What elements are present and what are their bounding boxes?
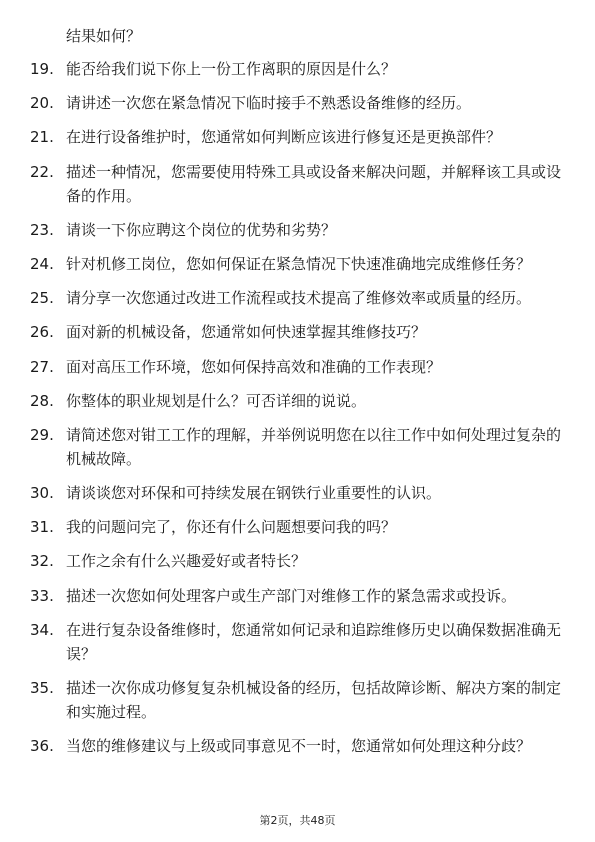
question-text: 描述一种情况，您需要使用特殊工具或设备来解决问题，并解释该工具或设备的作用。	[66, 162, 562, 205]
page-footer: 第2页，共48页	[259, 814, 336, 827]
question-text: 请谈谈您对环保和可持续发展在钢铁行业重要性的认识。	[66, 484, 442, 503]
question-text: 描述一次您如何处理客户或生产部门对维修工作的紧急需求或投诉。	[66, 586, 517, 605]
question-number: 36.	[30, 737, 54, 756]
question-item	[0, 125, 595, 149]
question-text: 当您的维修建议与上级或同事意见不一时，您通常如何处理这种分歧？	[66, 737, 532, 756]
question-item	[0, 618, 595, 666]
question-text: 在进行复杂设备维修时，您通常如何记录和追踪维修历史以确保数据准确无误？	[66, 620, 562, 663]
question-item	[0, 549, 595, 573]
question-text: 我的问题问完了，你还有什么问题想要问我的吗？	[66, 518, 397, 537]
question-number: 34.	[30, 620, 54, 639]
question-number: 24.	[30, 254, 54, 273]
question-number: 25.	[30, 289, 54, 308]
question-item	[0, 423, 595, 471]
question-item	[0, 355, 595, 379]
question-number: 35.	[30, 679, 54, 697]
question-number: 31.	[30, 518, 54, 537]
question-number: 29.	[30, 425, 54, 444]
question-number: 23.	[30, 220, 54, 239]
question-number: 27.	[30, 357, 54, 376]
question-item	[0, 389, 595, 413]
question-text: 在进行设备维护时，您通常如何判断应该进行修复还是更换部件？	[66, 128, 502, 147]
question-text: 工作之余有什么兴趣爱好或者特长？	[66, 552, 307, 571]
question-item	[0, 252, 595, 276]
question-text: 请讲述一次您在紧急情况下临时接手不熟悉设备维修的经历。	[66, 94, 472, 113]
question-number: 30.	[30, 484, 54, 503]
question-number: 20.	[30, 94, 54, 113]
question-text: 面对新的机械设备，您通常如何快速掌握其维修技巧？	[66, 323, 427, 342]
question-item	[0, 481, 595, 505]
question-text: 你整体的职业规划是什么？可否详细的说说。	[66, 391, 367, 410]
question-text: 请谈一下你应聘这个岗位的优势和劣势？	[66, 220, 337, 239]
question-item	[0, 584, 595, 608]
continued-question-text: 结果如何？	[66, 27, 142, 45]
question-item	[0, 91, 595, 115]
question-number: 22.	[30, 162, 54, 181]
question-text: 描述一次你成功修复复杂机械设备的经历，包括故障诊断、解决方案的制定和实施过程。	[66, 679, 562, 721]
question-number: 32.	[30, 552, 54, 571]
question-number: 19.	[30, 60, 54, 78]
question-list	[0, 57, 595, 768]
question-number: 26.	[30, 323, 54, 342]
question-item	[0, 160, 595, 208]
question-text: 请简述您对钳工工作的理解，并举例说明您在以往工作中如何处理过复杂的机械故障。	[66, 425, 562, 468]
question-item	[0, 286, 595, 310]
question-text: 能否给我们说下你上一份工作离职的原因是什么？	[66, 60, 397, 78]
question-item	[0, 320, 595, 344]
question-item	[0, 218, 595, 242]
question-number: 21.	[30, 128, 54, 147]
question-text: 针对机修工岗位，您如何保证在紧急情况下快速准确地完成维修任务？	[66, 254, 532, 273]
question-item	[0, 734, 595, 758]
question-number: 28.	[30, 391, 54, 410]
question-text: 面对高压工作环境，您如何保持高效和准确的工作表现？	[66, 357, 442, 376]
question-item	[0, 515, 595, 539]
question-item	[0, 676, 595, 724]
question-number: 33.	[30, 586, 54, 605]
question-item	[0, 57, 595, 81]
question-text: 请分享一次您通过改进工作流程或技术提高了维修效率或质量的经历。	[66, 289, 532, 308]
